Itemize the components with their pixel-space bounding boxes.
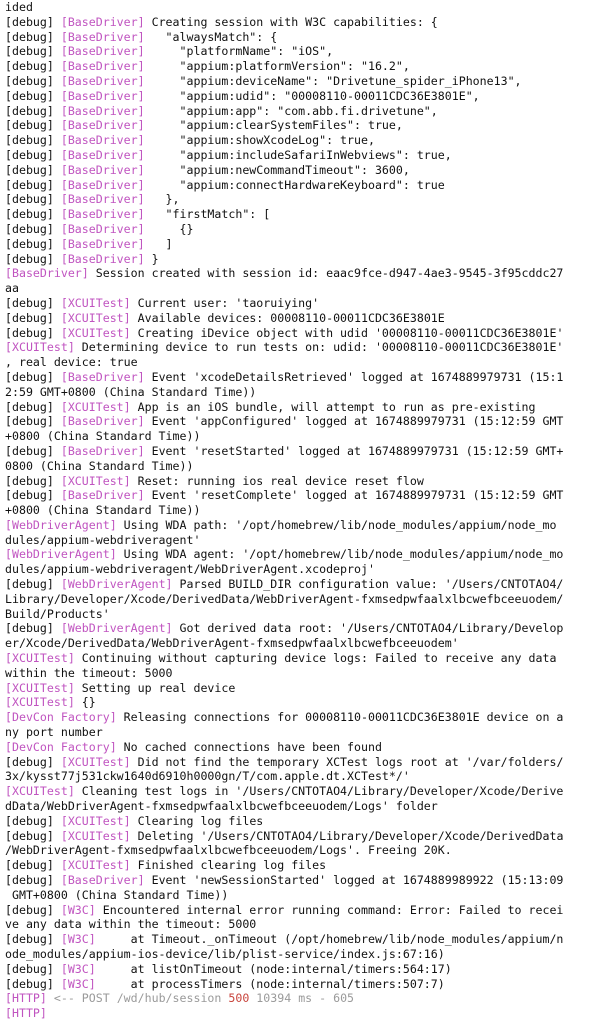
log-message: "appium:app": "com.abb.fi.drivetune", [144, 103, 438, 118]
log-line [5, 222, 602, 237]
log-message: ny port number [5, 725, 103, 740]
log-line [5, 488, 602, 503]
log-message: Parsed BUILD_DIR configuration value: '/Users/CNTOTAO4/ [172, 577, 564, 592]
log-source-tag: [HTTP] [5, 1006, 47, 1021]
log-line [5, 178, 602, 193]
log-source-tag: [W3C] [60, 932, 96, 947]
log-message: "appium:clearSystemFiles": true, [144, 118, 403, 133]
log-line [5, 30, 602, 45]
log-message: 2:59 GMT+0800 (China Standard Time)) [5, 384, 257, 399]
log-line [5, 666, 602, 681]
log-message: "appium:connectHardwareKeyboard": true [144, 177, 445, 192]
log-message: 0800 (China Standard Time)) [5, 458, 194, 473]
log-source-tag: [BaseDriver] [60, 133, 145, 148]
log-message: +0800 (China Standard Time)) [5, 503, 201, 518]
log-message: "appium:showXcodeLog": true, [144, 133, 375, 148]
log-source-tag: [BaseDriver] [60, 192, 145, 207]
log-message: Event 'resetComplete' logged at 1674889979731 (15:12:59 GMT [144, 488, 564, 503]
log-level-label: [debug] [5, 192, 61, 207]
log-line [5, 562, 602, 577]
log-level-label: [debug] [5, 44, 61, 59]
log-line [5, 104, 602, 119]
log-source-tag: [BaseDriver] [60, 414, 145, 429]
log-message: Event 'resetStarted' logged at 1674889979731 (15:12:59 GMT+ [144, 443, 564, 458]
log-message: at processTimers (node:internal/timers:507:7) [95, 976, 445, 991]
log-message: Build/Products' [5, 606, 110, 621]
log-level-label: [debug] [5, 621, 61, 636]
log-level-label: [debug] [5, 14, 61, 29]
log-source-tag: [BaseDriver] [60, 251, 145, 266]
log-level-label: [debug] [5, 147, 61, 162]
log-message: } [144, 251, 159, 266]
log-message: Event 'xcodeDetailsRetrieved' logged at 1674889979731 (15:1 [144, 369, 564, 384]
log-line [5, 518, 602, 533]
log-level-label: [debug] [5, 976, 61, 991]
log-level-label: [debug] [5, 369, 61, 384]
log-level-label: [debug] [5, 177, 61, 192]
log-message: Creating iDevice object with udid '00008110-00011CDC36E3801E' [130, 325, 564, 340]
log-level-label: [debug] [5, 473, 61, 488]
log-line [5, 133, 602, 148]
log-source-tag: [BaseDriver] [60, 59, 145, 74]
log-line [5, 547, 602, 562]
log-line [5, 326, 602, 341]
log-message: Deleting '/Users/CNTOTAO4/Library/Developer/Xcode/DerivedData [130, 828, 564, 843]
log-line [5, 355, 602, 370]
log-line [5, 962, 602, 977]
log-level-label: [debug] [5, 118, 61, 133]
log-level-label: [debug] [5, 73, 61, 88]
log-line [5, 414, 602, 429]
log-message: App is an iOS bundle, will attempt to run as pre-existing [130, 399, 536, 414]
log-message: Determining device to run tests on: udid: '00008110-00011CDC36E3801E' [74, 340, 564, 355]
log-line [5, 651, 602, 666]
log-message: Got derived data root: '/Users/CNTOTAO4/Library/Develop [172, 621, 564, 636]
log-source-tag: [XCUITest] [60, 828, 131, 843]
log-line [5, 710, 602, 725]
log-source-tag: [XCUITest] [5, 651, 75, 666]
log-line [5, 607, 602, 622]
log-source-tag: [BaseDriver] [60, 207, 145, 222]
log-line [5, 370, 602, 385]
log-message: Using WDA path: '/opt/homebrew/lib/node_modules/appium/node_mo [116, 517, 557, 532]
log-source-tag: [XCUITest] [60, 473, 131, 488]
log-message: "appium:udid": "00008110-00011CDC36E3801E", [144, 88, 480, 103]
log-line [5, 89, 602, 104]
log-level-label: [debug] [5, 858, 61, 873]
log-line [5, 429, 602, 444]
log-line [5, 725, 602, 740]
log-level-label: [debug] [5, 902, 61, 917]
log-line [5, 814, 602, 829]
log-message: "appium:newCommandTimeout": 3600, [144, 162, 410, 177]
log-line [5, 769, 602, 784]
log-line [5, 947, 602, 962]
log-message: Session created with session id: eaac9fce-d947-4ae3-9545-3f95cddc27 [88, 266, 564, 281]
log-message: Using WDA agent: '/opt/homebrew/lib/node_modules/appium/node_mo [116, 547, 564, 562]
log-line [5, 799, 602, 814]
log-source-tag: [WebDriverAgent] [60, 577, 173, 592]
log-source-tag: [BaseDriver] [60, 443, 145, 458]
log-level-label: [debug] [5, 961, 61, 976]
log-message: Setting up real device [74, 680, 236, 695]
log-source-tag: [XCUITest] [60, 399, 131, 414]
log-level-label: [debug] [5, 251, 61, 266]
log-message: Current user: 'taoruiying' [130, 295, 320, 310]
log-line [5, 444, 602, 459]
log-message: {} [144, 221, 194, 236]
log-message: , real device: true [5, 355, 138, 370]
log-level-label: [debug] [5, 221, 61, 236]
log-source-tag: [W3C] [60, 976, 96, 991]
log-line [5, 163, 602, 178]
log-level-label: [debug] [5, 295, 61, 310]
log-line [5, 207, 602, 222]
log-level-label: [debug] [5, 133, 61, 148]
log-level-label: [debug] [5, 577, 61, 592]
log-message: "firstMatch": [ [144, 207, 271, 222]
log-line [5, 59, 602, 74]
log-message: at listOnTimeout (node:internal/timers:564:17) [95, 961, 452, 976]
log-message: "appium:platformVersion": "16.2", [144, 59, 410, 74]
log-line [5, 784, 602, 799]
log-line [5, 15, 602, 30]
log-line [5, 592, 602, 607]
log-level-label: [debug] [5, 88, 61, 103]
log-line [5, 977, 602, 992]
log-line [5, 903, 602, 918]
log-message: Event 'appConfigured' logged at 1674889979731 (15:12:59 GMT [144, 414, 564, 429]
log-line [5, 296, 602, 311]
log-level-label: [debug] [5, 828, 61, 843]
log-line [5, 755, 602, 770]
log-message: dules/appium-webdriveragent/WebDriverAgent.xcodeproj' [5, 562, 375, 577]
log-message: Releasing connections for 00008110-00011CDC36E3801E device on a [116, 710, 564, 725]
log-source-tag: [XCUITest] [5, 680, 75, 695]
log-source-tag: [XCUITest] [60, 754, 131, 769]
log-line [5, 1006, 602, 1021]
log-message: Encountered internal error running command: Error: Failed to recei [95, 902, 564, 917]
log-message: Cleaning test logs in '/Users/CNTOTAO4/Library/Developer/Xcode/Derive [74, 784, 564, 799]
log-message: +0800 (China Standard Time)) [5, 429, 201, 444]
log-source-tag: [XCUITest] [60, 858, 131, 873]
log-message: {} [74, 695, 96, 710]
log-line [5, 917, 602, 932]
log-source-tag: [BaseDriver] [60, 88, 145, 103]
log-line [5, 148, 602, 163]
log-source-tag: [BaseDriver] [60, 236, 145, 251]
log-level-label: [debug] [5, 207, 61, 222]
log-source-tag: [BaseDriver] [60, 873, 145, 888]
log-line [5, 621, 602, 636]
log-line [5, 829, 602, 844]
log-level-label: [debug] [5, 310, 61, 325]
log-line [5, 577, 602, 592]
log-source-tag: [W3C] [60, 902, 96, 917]
log-source-tag: [BaseDriver] [60, 14, 145, 29]
log-line [5, 636, 602, 651]
log-message: Reset: running ios real device reset flow [130, 473, 424, 488]
log-line [5, 459, 602, 474]
log-line [5, 503, 602, 518]
log-message: Clearing log files [130, 813, 264, 828]
log-message: Did not find the temporary XCTest logs root at '/var/folders/ [130, 754, 564, 769]
log-source-tag: [BaseDriver] [60, 369, 145, 384]
log-line [5, 266, 602, 281]
log-message: Event 'newSessionStarted' logged at 1674889989922 (15:13:09 [144, 873, 564, 888]
log-source-tag: [XCUITest] [60, 813, 131, 828]
log-message: aa [5, 281, 19, 296]
log-source-tag: [XCUITest] [5, 695, 75, 710]
log-level-label: [debug] [5, 236, 61, 251]
log-source-tag: [XCUITest] [5, 784, 75, 799]
log-source-tag: [DevCon Factory] [5, 739, 117, 754]
log-source-tag: [HTTP] [5, 991, 47, 1006]
log-level-label: [debug] [5, 873, 61, 888]
log-line [5, 237, 602, 252]
log-message: ided [5, 0, 33, 14]
log-level-label: [debug] [5, 754, 61, 769]
log-line [5, 843, 602, 858]
log-message: Available devices: 00008110-00011CDC36E3801E [130, 310, 445, 325]
log-message: No cached connections have been found [116, 739, 382, 754]
log-message: Library/Developer/Xcode/DerivedData/WebDriverAgent-fxmsedpwfaalxlbcwefbceeuodem/ [5, 591, 564, 606]
log-line [5, 74, 602, 89]
log-source-tag: [XCUITest] [5, 340, 75, 355]
log-level-label: [debug] [5, 488, 61, 503]
log-line [5, 932, 602, 947]
log-message: "appium:deviceName": "Drivetune_spider_iPhone13", [144, 73, 522, 88]
log-line [5, 991, 602, 1006]
log-message: dData/WebDriverAgent-fxmsedpwfaalxlbcwefbceeuodem/Logs' folder [5, 799, 438, 814]
log-source-tag: [XCUITest] [60, 325, 131, 340]
log-message: 3x/kysst77j531ckw1640d6910h0000gn/T/com.apple.dt.XCTest*/' [5, 769, 410, 784]
log-line [5, 311, 602, 326]
log-level-label: [debug] [5, 399, 61, 414]
log-source-tag: [WebDriverAgent] [5, 547, 117, 562]
log-level-label: [debug] [5, 59, 61, 74]
log-line [5, 888, 602, 903]
log-level-label: [debug] [5, 162, 61, 177]
log-message: ] [144, 236, 173, 251]
log-message: "platformName": "iOS", [144, 44, 334, 59]
log-line [5, 533, 602, 548]
log-line [5, 385, 602, 400]
log-message: er/Xcode/DerivedData/WebDriverAgent-fxmsedpwfaalxlbcwefbceeuodem' [5, 636, 459, 651]
log-message: "alwaysMatch": { [144, 29, 278, 44]
log-source-tag: [BaseDriver] [60, 44, 145, 59]
log-line [5, 44, 602, 59]
log-source-tag: [BaseDriver] [60, 147, 145, 162]
log-line [5, 192, 602, 207]
log-message: within the timeout: 5000 [5, 665, 173, 680]
log-line [5, 474, 602, 489]
log-message: }, [144, 192, 180, 207]
log-source-tag: [WebDriverAgent] [5, 517, 117, 532]
log-message: "appium:includeSafariInWebviews": true, [144, 147, 452, 162]
log-level-label: [debug] [5, 325, 61, 340]
log-source-tag: [BaseDriver] [60, 73, 145, 88]
log-message: at Timeout._onTimeout (/opt/homebrew/lib/node_modules/appium/n [95, 932, 564, 947]
log-line [5, 740, 602, 755]
log-level-label: [debug] [5, 103, 61, 118]
log-level-label: [debug] [5, 443, 61, 458]
log-source-tag: [DevCon Factory] [5, 710, 117, 725]
log-source-tag: [BaseDriver] [60, 118, 145, 133]
log-line [5, 340, 602, 355]
log-message: GMT+0800 (China Standard Time)) [5, 887, 229, 902]
log-line [5, 252, 602, 267]
log-source-tag: [WebDriverAgent] [60, 621, 173, 636]
log-level-label: [debug] [5, 813, 61, 828]
log-source-tag: [BaseDriver] [60, 488, 145, 503]
log-line [5, 0, 602, 15]
log-line [5, 695, 602, 710]
log-line [5, 118, 602, 133]
log-source-tag: [XCUITest] [60, 310, 131, 325]
log-message: Continuing without capturing device logs: Failed to receive any data [74, 651, 557, 666]
log-request-detail: <-- POST /wd/hub/session [46, 991, 229, 1006]
log-message: dules/appium-webdriveragent' [5, 532, 201, 547]
log-source-tag: [W3C] [60, 961, 96, 976]
log-request-detail: 10394 ms - 605 [249, 991, 355, 1006]
log-line [5, 400, 602, 415]
log-message: ve any data within the timeout: 5000 [5, 917, 257, 932]
log-source-tag: [BaseDriver] [60, 29, 145, 44]
log-source-tag: [BaseDriver] [60, 177, 145, 192]
log-line [5, 873, 602, 888]
log-line [5, 858, 602, 873]
log-line [5, 681, 602, 696]
log-source-tag: [BaseDriver] [60, 162, 145, 177]
log-line [5, 281, 602, 296]
log-message: /WebDriverAgent-fxmsedpwfaalxlbcwefbceeuodem/Logs'. Freeing 20K. [5, 843, 452, 858]
log-message: Finished clearing log files [130, 858, 327, 873]
log-source-tag: [BaseDriver] [60, 103, 145, 118]
log-level-label: [debug] [5, 29, 61, 44]
log-level-label: [debug] [5, 414, 61, 429]
log-source-tag: [BaseDriver] [5, 266, 89, 281]
log-level-label: [debug] [5, 932, 61, 947]
log-source-tag: [XCUITest] [60, 295, 131, 310]
http-status-code: 500 [228, 991, 250, 1006]
log-source-tag: [BaseDriver] [60, 221, 145, 236]
log-message: ode_modules/appium-ios-device/lib/plist-service/index.js:67:16) [5, 947, 445, 961]
log-message: Creating session with W3C capabilities: { [144, 14, 438, 29]
